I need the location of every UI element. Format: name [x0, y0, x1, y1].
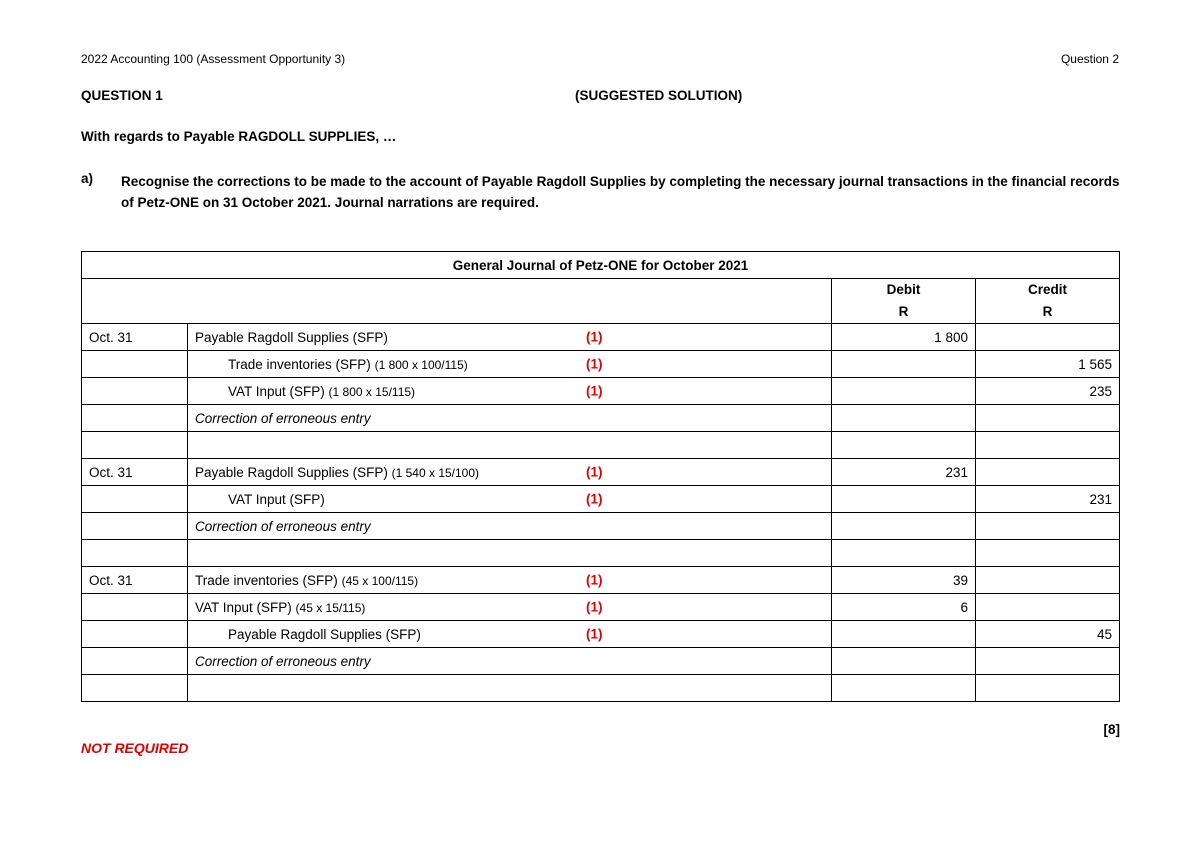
part-instruction: Recognise the corrections to be made to the account of Payable Ragdoll Supplies by completing the necessary journal transactions in the financial records of Petz-ONE on 31 October 2021. Journal narrations are required. — [121, 174, 1120, 210]
page-header-left: 2022 Accounting 100 (Assessment Opportunity 3) — [81, 52, 346, 66]
journal-date-cell — [82, 486, 188, 513]
mark-allocation: (1) — [586, 626, 603, 642]
credit-amount-cell — [976, 567, 1120, 594]
journal-header-row — [82, 279, 1120, 324]
debit-amount-cell: 39 — [832, 567, 976, 594]
credit-header — [976, 279, 1120, 324]
journal-account-cell — [188, 594, 832, 621]
journal-account-name: VAT Input (SFP) — [195, 599, 292, 615]
journal-date-cell — [82, 378, 188, 405]
journal-account-cell — [188, 486, 832, 513]
credit-amount-cell — [976, 648, 1120, 675]
journal-date-cell — [82, 351, 188, 378]
journal-account-cell — [188, 648, 832, 675]
credit-amount-cell — [976, 540, 1120, 567]
debit-amount-cell — [832, 675, 976, 702]
journal-row — [82, 513, 1120, 540]
journal-account-wrap — [195, 384, 415, 399]
journal-row — [82, 567, 1120, 594]
debit-amount-cell — [832, 540, 976, 567]
journal-date-cell — [82, 513, 188, 540]
journal-account-name: Trade inventories (SFP) — [195, 572, 338, 588]
regards-line: With regards to Payable RAGDOLL SUPPLIES, … — [81, 129, 397, 144]
journal-calculation: (45 x 100/115) — [341, 573, 419, 588]
journal-row — [82, 621, 1120, 648]
credit-amount-cell — [976, 405, 1120, 432]
mark-allocation: (1) — [586, 599, 603, 615]
journal-date-cell — [82, 594, 188, 621]
journal-account-wrap — [195, 465, 479, 480]
journal-row — [82, 594, 1120, 621]
journal-account-name: VAT Input (SFP) — [228, 491, 325, 507]
credit-amount-cell: 235 — [976, 378, 1120, 405]
journal-calculation: (45 x 15/115) — [295, 600, 366, 615]
debit-amount-cell — [832, 378, 976, 405]
credit-amount-cell — [976, 513, 1120, 540]
debit-header — [832, 279, 976, 324]
journal-account-cell — [188, 540, 832, 567]
journal-account-name: Trade inventories (SFP) — [228, 356, 371, 372]
journal-account-cell — [188, 378, 832, 405]
mark-allocation: (1) — [586, 356, 603, 372]
journal-account-wrap — [195, 492, 325, 507]
journal-narration: Correction of erroneous entry — [195, 410, 371, 426]
journal-account-cell — [188, 405, 832, 432]
debit-amount-cell — [832, 486, 976, 513]
credit-amount-cell — [976, 459, 1120, 486]
page-header-right: Question 2 — [1060, 52, 1119, 66]
journal-date-cell: Oct. 31 — [82, 567, 188, 594]
journal-account-cell — [188, 432, 832, 459]
journal-narration: Correction of erroneous entry — [195, 653, 371, 669]
journal-account-cell — [188, 324, 832, 351]
credit-amount-cell — [976, 432, 1120, 459]
journal-calculation: (1 800 x 15/115) — [328, 384, 416, 399]
journal-account-cell — [188, 351, 832, 378]
journal-account-name: VAT Input (SFP) — [228, 383, 325, 399]
credit-currency: R — [1042, 304, 1053, 319]
journal-date-cell — [82, 648, 188, 675]
debit-amount-cell — [832, 405, 976, 432]
mark-allocation: (1) — [586, 329, 603, 345]
journal-date-cell — [82, 432, 188, 459]
mark-allocation: (1) — [586, 383, 603, 399]
debit-amount-cell: 1 800 — [832, 324, 976, 351]
journal-account-wrap — [195, 357, 468, 372]
debit-currency: R — [898, 304, 909, 319]
debit-amount-cell: 231 — [832, 459, 976, 486]
journal-row — [82, 486, 1120, 513]
journal-date-cell: Oct. 31 — [82, 324, 188, 351]
journal-title: General Journal of Petz-ONE for October 2021 — [82, 252, 1120, 279]
part-label: a) — [81, 171, 94, 186]
mark-allocation: (1) — [586, 572, 603, 588]
journal-narration: Correction of erroneous entry — [195, 518, 371, 534]
journal-date-cell — [82, 405, 188, 432]
journal-row — [82, 351, 1120, 378]
journal-account-cell — [188, 621, 832, 648]
header-blank — [82, 279, 832, 324]
journal-account-cell — [188, 567, 832, 594]
credit-label: Credit — [1027, 282, 1067, 297]
journal-title-row — [82, 252, 1120, 279]
debit-amount-cell — [832, 621, 976, 648]
credit-amount-cell: 45 — [976, 621, 1120, 648]
journal-account-cell — [188, 675, 832, 702]
debit-amount-cell — [832, 648, 976, 675]
credit-amount-cell — [976, 324, 1120, 351]
debit-label: Debit — [886, 282, 921, 297]
journal-account-cell — [188, 459, 832, 486]
debit-amount-cell: 6 — [832, 594, 976, 621]
question-subtitle: (SUGGESTED SOLUTION) — [575, 88, 743, 103]
general-journal-table — [81, 251, 1120, 702]
journal-row — [82, 540, 1120, 567]
journal-row — [82, 405, 1120, 432]
journal-account-name: Payable Ragdoll Supplies (SFP) — [195, 464, 388, 480]
credit-amount-cell: 1 565 — [976, 351, 1120, 378]
journal-account-name: Payable Ragdoll Supplies (SFP) — [195, 329, 388, 345]
journal-account-cell — [188, 513, 832, 540]
not-required-note: NOT REQUIRED — [81, 740, 189, 756]
journal-date-cell — [82, 540, 188, 567]
journal-row — [82, 459, 1120, 486]
journal-account-name: Payable Ragdoll Supplies (SFP) — [228, 626, 421, 642]
journal-calculation: (1 540 x 15/100) — [391, 465, 480, 480]
mark-allocation: (1) — [586, 464, 603, 480]
journal-row — [82, 675, 1120, 702]
journal-row — [82, 648, 1120, 675]
debit-amount-cell — [832, 351, 976, 378]
journal-account-wrap — [195, 573, 418, 588]
credit-amount-cell — [976, 594, 1120, 621]
journal-date-cell — [82, 621, 188, 648]
journal-date-cell — [82, 675, 188, 702]
credit-amount-cell — [976, 675, 1120, 702]
mark-allocation: (1) — [586, 491, 603, 507]
journal-calculation: (1 800 x 100/115) — [374, 357, 468, 372]
debit-amount-cell — [832, 432, 976, 459]
journal-account-wrap — [195, 600, 365, 615]
journal-row — [82, 378, 1120, 405]
journal-account-wrap — [195, 627, 421, 642]
journal-row — [82, 324, 1120, 351]
total-marks: [8] — [1103, 722, 1120, 737]
journal-date-cell: Oct. 31 — [82, 459, 188, 486]
question-title: QUESTION 1 — [81, 88, 163, 103]
credit-amount-cell: 231 — [976, 486, 1120, 513]
journal-row — [82, 432, 1120, 459]
debit-amount-cell — [832, 513, 976, 540]
journal-account-wrap — [195, 330, 388, 345]
